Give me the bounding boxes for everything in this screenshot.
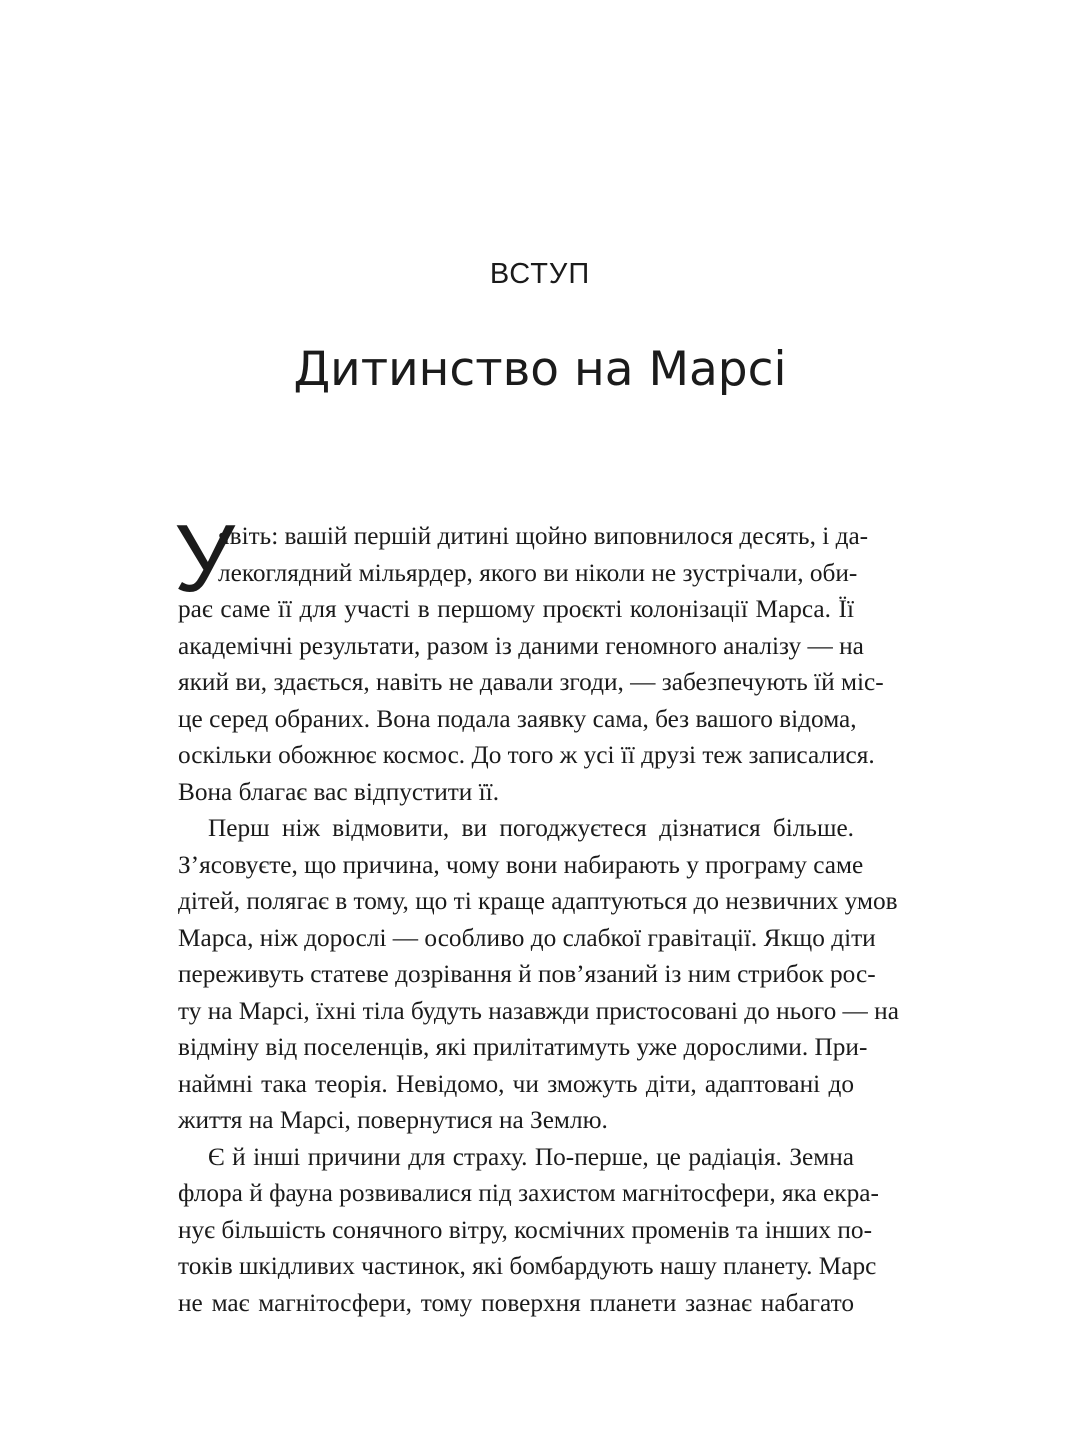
- text-line: не має магнітосфери, тому поверхня планети зазнає набагато: [178, 1288, 854, 1317]
- text-line: відміну від поселенців, які прилітатимуть уже дорослими. При-: [178, 1033, 868, 1061]
- text-line: токів шкідливих частинок, які бомбардують нашу планету. Марс: [178, 1252, 877, 1280]
- chapter-body: [174, 505, 899, 1321]
- paragraph-1: [174, 505, 884, 810]
- text-line: лекоглядний мільярдер, якого ви ніколи не зустрічали, оби-: [218, 558, 858, 587]
- text-line: життя на Марсі, повернутися на Землю.: [178, 1106, 608, 1134]
- text-line: Є й інші причини для страху. По-перше, це радіація. Земна: [208, 1142, 854, 1171]
- text-line: флора й фауна розвивалися під захистом магнітосфери, яка екра-: [178, 1179, 879, 1207]
- text-line: ту на Марсі, їхні тіла будуть назавжди пристосовані до нього — на: [178, 996, 899, 1025]
- text-line: Перш ніж відмовити, ви погоджуєтеся дізнатися більше.: [208, 814, 854, 842]
- drop-cap: У: [174, 505, 235, 612]
- text-line: переживуть статеве дозрівання й пов’язаний із ним стрибок рос-: [178, 960, 876, 988]
- text-line: який ви, здається, навіть не давали згоди, — забезпечують їй міс-: [178, 668, 884, 696]
- paragraph-2: [178, 810, 899, 1139]
- section-label: ВСТУП: [489, 258, 591, 290]
- text-line: З’ясовуєте, що причина, чому вони набирають у програму саме: [178, 850, 864, 879]
- text-line: явіть: вашій першій дитині щойно виповнилося десять, і да-: [218, 522, 869, 550]
- paragraph-3: [178, 1139, 879, 1322]
- text-line: рає саме її для участі в першому проєкті колонізації Марса. Її: [178, 595, 854, 623]
- text-line: нує більшість сонячного вітру, космічних променів та інших по-: [178, 1215, 872, 1244]
- text-line: дітей, полягає в тому, що ті краще адаптуються до незвичних умов: [178, 887, 898, 915]
- text-line: наймні така теорія. Невідомо, чи зможуть діти, адаптовані до: [178, 1069, 854, 1098]
- text-line: це серед обраних. Вона подала заявку сама, без вашого відома,: [178, 704, 857, 733]
- text-line: оскільки обожнює космос. До того ж усі її друзі теж записалися.: [178, 741, 875, 769]
- text-line: Марса, ніж дорослі — особливо до слабкої гравітації. Якщо діти: [178, 923, 876, 952]
- text-line: Вона благає вас відпустити її.: [178, 777, 500, 806]
- text-line: академічні результати, разом із даними геномного аналізу — на: [178, 631, 864, 660]
- chapter-title: Дитинство на Марсі: [293, 342, 787, 397]
